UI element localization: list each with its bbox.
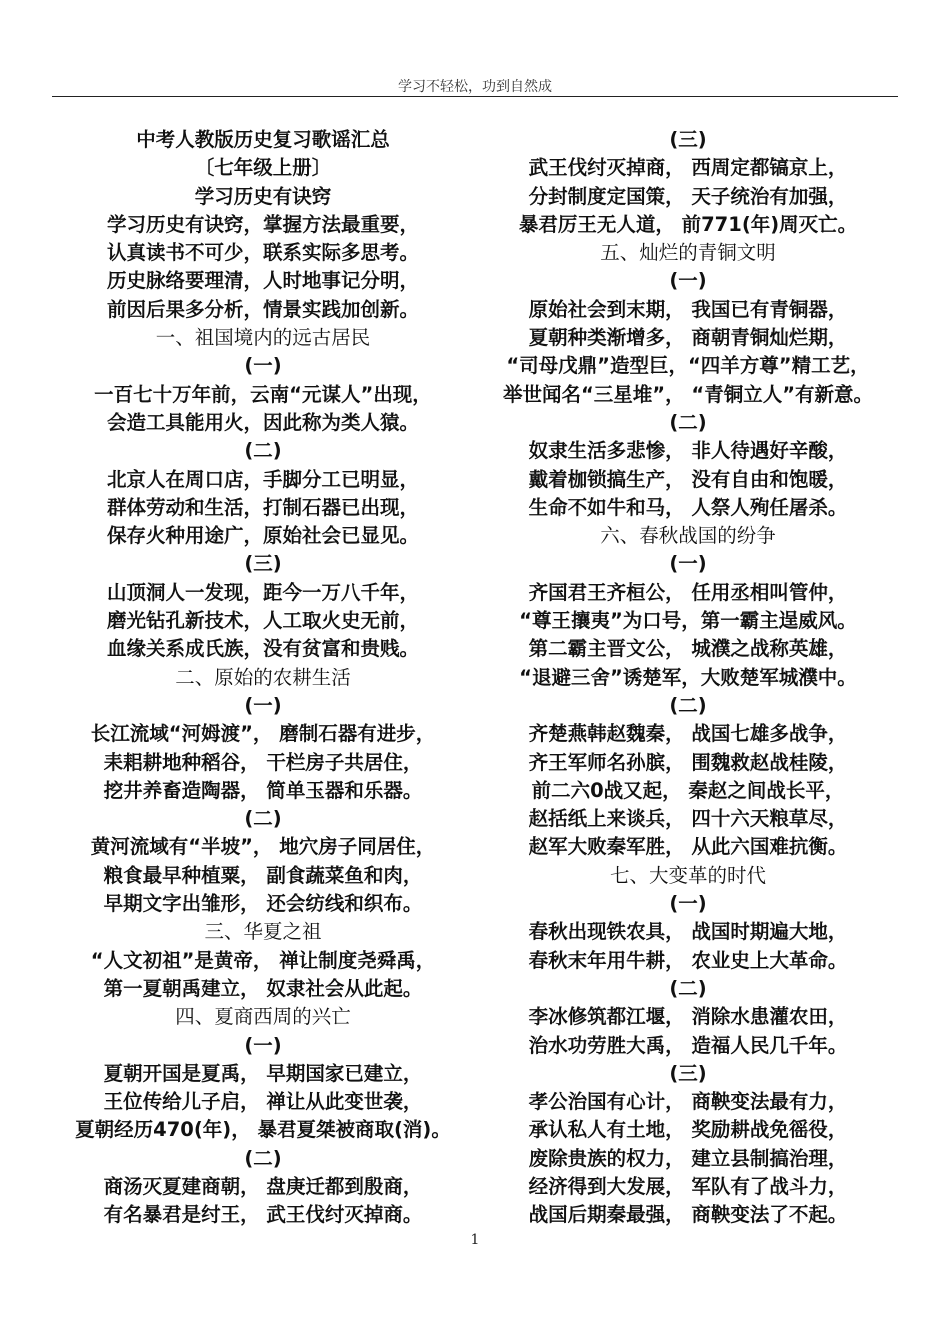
text-line: “人文初祖”是黄帝， 禅让制度尧舜禹， <box>90 948 436 972</box>
text-line: 商汤灭夏建商朝， 盘庚迁都到殷商， <box>103 1174 423 1198</box>
text-line: (一) <box>244 693 282 717</box>
text-line: (一) <box>669 552 707 576</box>
text-line: 废除贵族的权力， 建立县制搞治理， <box>528 1146 848 1170</box>
text-line: (二) <box>669 693 707 717</box>
text-line: 孝公治国有心计， 商鞅变法最有力， <box>528 1090 848 1114</box>
text-line: 赵军大败秦军胜， 从此六国难抗衡。 <box>528 835 848 859</box>
text-line: (二) <box>244 439 282 463</box>
text-line: 赵括纸上来谈兵， 四十六天粮草尽， <box>528 807 848 831</box>
text-line: 戴着枷锁搞生产， 没有自由和饱暖， <box>528 467 848 491</box>
text-line: “尊王攘夷”为口号，第一霸主逞威风。 <box>519 609 857 633</box>
text-line: 二、原始的农耕生活 <box>175 665 351 689</box>
text-line: 前二六0战又起， 秦赵之间战长平， <box>531 778 845 802</box>
text-line: 挖井养畜造陶器， 简单玉器和乐器。 <box>103 778 423 802</box>
text-line: 〔七年级上册〕 <box>194 156 332 180</box>
right-column <box>478 126 898 1230</box>
text-line: 分封制度定国策， 天子统治有加强， <box>528 184 848 208</box>
text-line: 三、华夏之祖 <box>204 920 322 944</box>
text-line: 承认私人有土地， 奖励耕战免徭役， <box>528 1118 848 1142</box>
text-line: 齐国君王齐桓公， 任用丞相叫管仲， <box>528 580 848 604</box>
text-line: 历史脉络要理清，人时地事记分明， <box>106 269 419 293</box>
text-line: 夏朝经历470(年)， 暴君夏桀被商取(消)。 <box>75 1118 451 1142</box>
text-line: 长江流域“河姆渡”， 磨制石器有进步， <box>90 722 436 746</box>
text-line: 一、祖国境内的远古居民 <box>155 326 371 350</box>
text-line: 春秋出现铁农具， 战国时期遍大地， <box>528 920 848 944</box>
left-column <box>53 126 473 1230</box>
text-line: 中考人教版历史复习歌谣汇总 <box>136 128 390 151</box>
text-line: 学习历史有诀窍，掌握方法最重要， <box>106 212 419 236</box>
text-line: 第二霸主晋文公， 城濮之战称英雄， <box>528 637 848 661</box>
text-line: (二) <box>669 410 707 434</box>
text-line: 粮食最早种植粟， 副食蔬菜鱼和肉， <box>103 863 423 887</box>
text-line: (一) <box>669 269 707 293</box>
text-line: 奴隶生活多悲惨， 非人待遇好辛酸， <box>528 439 848 463</box>
text-line: (一) <box>669 892 707 916</box>
text-line: 王位传给儿子启， 禅让从此变世袭， <box>103 1090 423 1114</box>
text-line: 治水功劳胜大禹， 造福人民几千年。 <box>528 1033 848 1057</box>
text-line: “司母戊鼎”造型巨，“四羊方尊”精工艺， <box>506 354 870 378</box>
text-line: 齐楚燕韩赵魏秦， 战国七雄多战争， <box>528 722 848 746</box>
text-line: (二) <box>244 807 282 831</box>
text-line: 六、春秋战国的纷争 <box>600 524 776 548</box>
text-line: 齐王军师名孙膑， 围魏救赵战桂陵， <box>528 750 848 774</box>
text-line: (一) <box>244 354 282 378</box>
text-line: (三) <box>669 1061 707 1085</box>
text-line: 经济得到大发展， 军队有了战斗力， <box>528 1174 848 1198</box>
text-line: 夏朝开国是夏禹， 早期国家已建立， <box>103 1061 423 1085</box>
text-line: 春秋末年用牛耕， 农业史上大革命。 <box>528 948 848 972</box>
text-line: 暴君厉王无人道， 前771(年)周灭亡。 <box>518 212 858 236</box>
text-line: 耒耜耕地种稻谷， 干栏房子共居住， <box>103 750 423 774</box>
text-line: 夏朝种类渐增多， 商朝青铜灿烂期， <box>528 326 848 350</box>
text-line: 学习历史有诀窍 <box>194 184 332 208</box>
text-line: 认真读书不可少，联系实际多思考。 <box>106 241 419 265</box>
text-line: 李冰修筑都江堰， 消除水患灌农田， <box>528 1005 848 1029</box>
text-line: 第一夏朝禹建立， 奴隶社会从此起。 <box>103 976 423 1000</box>
text-line: 山顶洞人一发现，距今一万八千年， <box>106 580 419 604</box>
text-line: 会造工具能用火，因此称为类人猿。 <box>106 410 419 434</box>
text-line: 举世闻名“三星堆”， “青铜立人”有新意。 <box>502 382 874 406</box>
header-divider <box>52 96 898 97</box>
text-line: 四、夏商西周的兴亡 <box>175 1005 351 1029</box>
text-line: 早期文字出雏形， 还会纺线和织布。 <box>103 892 423 916</box>
text-line: 生命不如牛和马， 人祭人殉任屠杀。 <box>528 495 848 519</box>
text-line: 五、灿烂的青铜文明 <box>600 241 776 265</box>
text-line: (三) <box>669 128 707 151</box>
text-line: 有名暴君是纣王， 武王伐纣灭掉商。 <box>103 1203 423 1227</box>
text-line: 武王伐纣灭掉商， 西周定都镐京上， <box>528 156 848 180</box>
text-line: 前因后果多分析，情景实践加创新。 <box>106 297 419 321</box>
text-line: 北京人在周口店，手脚分工已明显， <box>106 467 419 491</box>
text-line: (三) <box>244 552 282 576</box>
text-line: 磨光钻孔新技术，人工取火史无前， <box>106 609 419 633</box>
page-header: 学习不轻松，功到自然成 <box>398 79 552 95</box>
text-line: 血缘关系成氏族，没有贫富和贵贱。 <box>106 637 419 661</box>
text-line: 黄河流域有“半坡”， 地穴房子同居住， <box>90 835 436 859</box>
text-line: (二) <box>244 1146 282 1170</box>
text-line: “退避三舍”诱楚军，大败楚军城濮中。 <box>519 665 857 689</box>
text-line: 原始社会到末期， 我国已有青铜器， <box>528 297 848 321</box>
text-line: (一) <box>244 1033 282 1057</box>
text-line: (二) <box>669 976 707 1000</box>
text-line: 群体劳动和生活，打制石器已出现， <box>106 495 419 519</box>
text-line: 战国后期秦最强， 商鞅变法了不起。 <box>528 1203 848 1227</box>
text-line: 七、大变革的时代 <box>609 863 766 887</box>
page-number: 1 <box>470 1232 480 1248</box>
text-line: 一百七十万年前，云南“元谋人”出现， <box>94 382 432 406</box>
text-line: 保存火种用途广，原始社会已显见。 <box>106 524 419 548</box>
